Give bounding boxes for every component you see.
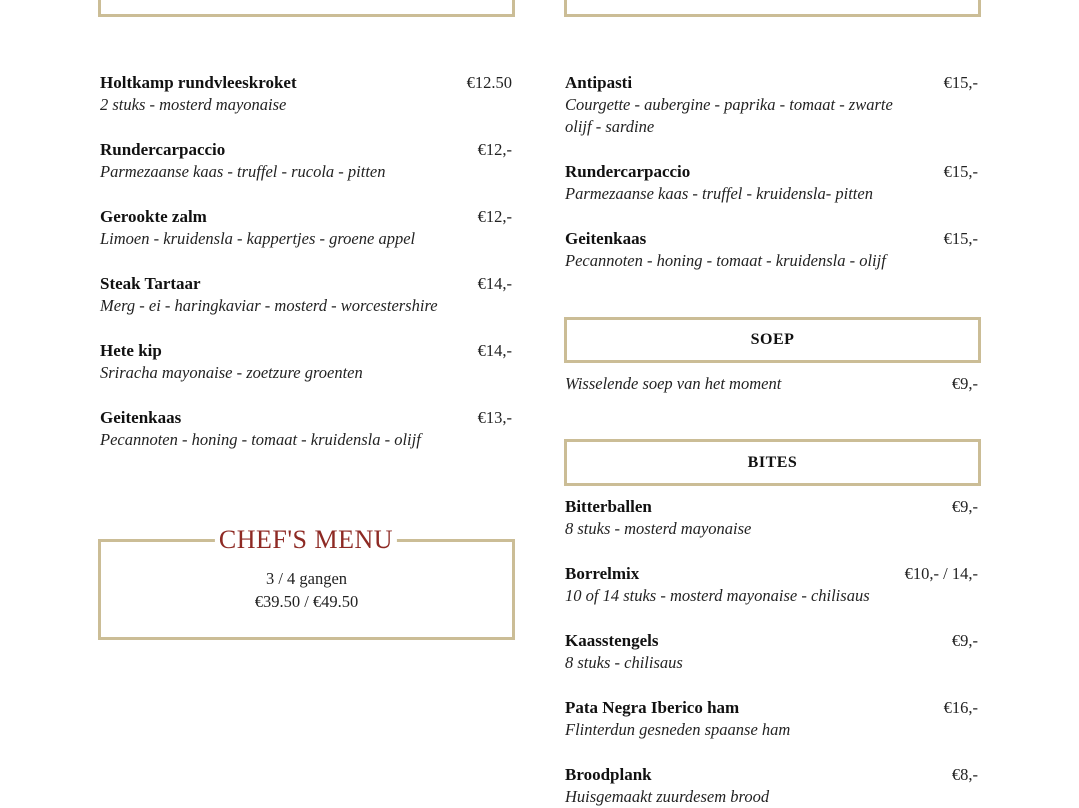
item-price: €16,- xyxy=(943,698,978,717)
menu-item xyxy=(100,72,512,116)
menu-item xyxy=(565,630,978,674)
item-description: Limoen - kruidensla - kappertjes - groene appel xyxy=(100,229,416,248)
item-price: €9,- xyxy=(951,497,978,516)
item-description: 8 stuks - mosterd mayonaise xyxy=(565,519,752,538)
chefs-menu-courses: 3 / 4 gangen xyxy=(265,569,348,588)
menu-item xyxy=(565,764,978,808)
item-name: Kaasstengels xyxy=(565,631,659,650)
item-description: 10 of 14 stuks - mosterd mayonaise - chilisaus xyxy=(565,586,870,605)
menu-item xyxy=(565,228,978,272)
item-price: €8,- xyxy=(951,765,978,784)
right-menu-column xyxy=(565,72,978,282)
item-price: €9,- xyxy=(951,374,978,393)
bites-header-box xyxy=(564,439,981,486)
soep-section xyxy=(565,373,978,397)
item-name: Geitenkaas xyxy=(565,229,647,248)
menu-item xyxy=(565,373,978,395)
bites-section xyxy=(565,496,978,808)
menu-item xyxy=(565,697,978,741)
item-description: Pecannoten - honing - tomaat - kruidensla - olijf xyxy=(100,430,421,449)
item-price: €12,- xyxy=(477,140,512,159)
item-name: Broodplank xyxy=(565,765,652,784)
menu-item xyxy=(100,273,512,317)
item-name: Hete kip xyxy=(100,341,162,360)
item-price: €14,- xyxy=(477,274,512,293)
item-name: Gerookte zalm xyxy=(100,207,207,226)
item-price: €12,- xyxy=(477,207,512,226)
item-description: Parmezaanse kaas - truffel - kruidensla- pitten xyxy=(565,184,873,203)
item-description: Pecannoten - honing - tomaat - kruidensla - olijf xyxy=(565,251,886,270)
item-price: €15,- xyxy=(943,73,978,92)
menu-item xyxy=(565,563,978,607)
item-description: Sriracha mayonaise - zoetzure groenten xyxy=(100,363,363,382)
item-price: €9,- xyxy=(951,631,978,650)
item-name: Borrelmix xyxy=(565,564,640,583)
soep-header-box xyxy=(564,317,981,363)
item-price: €12.50 xyxy=(466,73,512,92)
item-name: Rundercarpaccio xyxy=(100,140,226,159)
soep-header-label: SOEP xyxy=(750,331,795,348)
item-name: Bitterballen xyxy=(565,497,652,516)
item-price: €10,- / 14,- xyxy=(904,564,978,583)
item-price: €13,- xyxy=(477,408,512,427)
menu-item xyxy=(100,340,512,384)
item-description: Wisselende soep van het moment xyxy=(565,374,782,393)
item-name: Pata Negra Iberico ham xyxy=(565,698,740,717)
item-description: Flinterdun gesneden spaanse ham xyxy=(565,720,791,739)
item-name: Geitenkaas xyxy=(100,408,182,427)
left-menu-column xyxy=(100,72,512,472)
salads-header-box xyxy=(564,0,981,17)
menu-item xyxy=(565,496,978,540)
menu-item xyxy=(565,161,978,205)
item-description: Huisgemaakt zuurdesem brood xyxy=(565,787,770,806)
item-description: Parmezaanse kaas - truffel - rucola - pitten xyxy=(100,162,386,181)
item-name: Antipasti xyxy=(565,73,633,92)
starters-header-box xyxy=(98,0,515,17)
item-price: €14,- xyxy=(477,341,512,360)
menu-item xyxy=(565,72,978,138)
item-name: Rundercarpaccio xyxy=(565,162,691,181)
chefs-menu-title: CHEF'S MENU xyxy=(215,525,397,555)
item-description: 8 stuks - chilisaus xyxy=(565,653,683,672)
chefs-menu-prices: €39.50 / €49.50 xyxy=(254,592,359,611)
item-name: Holtkamp rundvleeskroket xyxy=(100,73,297,92)
item-description: Merg - ei - haringkaviar - mosterd - worcestershire xyxy=(100,296,438,315)
item-price: €15,- xyxy=(943,162,978,181)
bites-header-label: BITES xyxy=(747,453,798,471)
item-description: Courgette - aubergine - paprika - tomaat - zwarte olijf - sardine xyxy=(565,95,893,136)
item-name: Steak Tartaar xyxy=(100,274,201,293)
item-price: €15,- xyxy=(943,229,978,248)
item-description: 2 stuks - mosterd mayonaise xyxy=(100,95,287,114)
menu-item xyxy=(100,139,512,183)
menu-item xyxy=(100,206,512,250)
menu-item xyxy=(100,407,512,451)
